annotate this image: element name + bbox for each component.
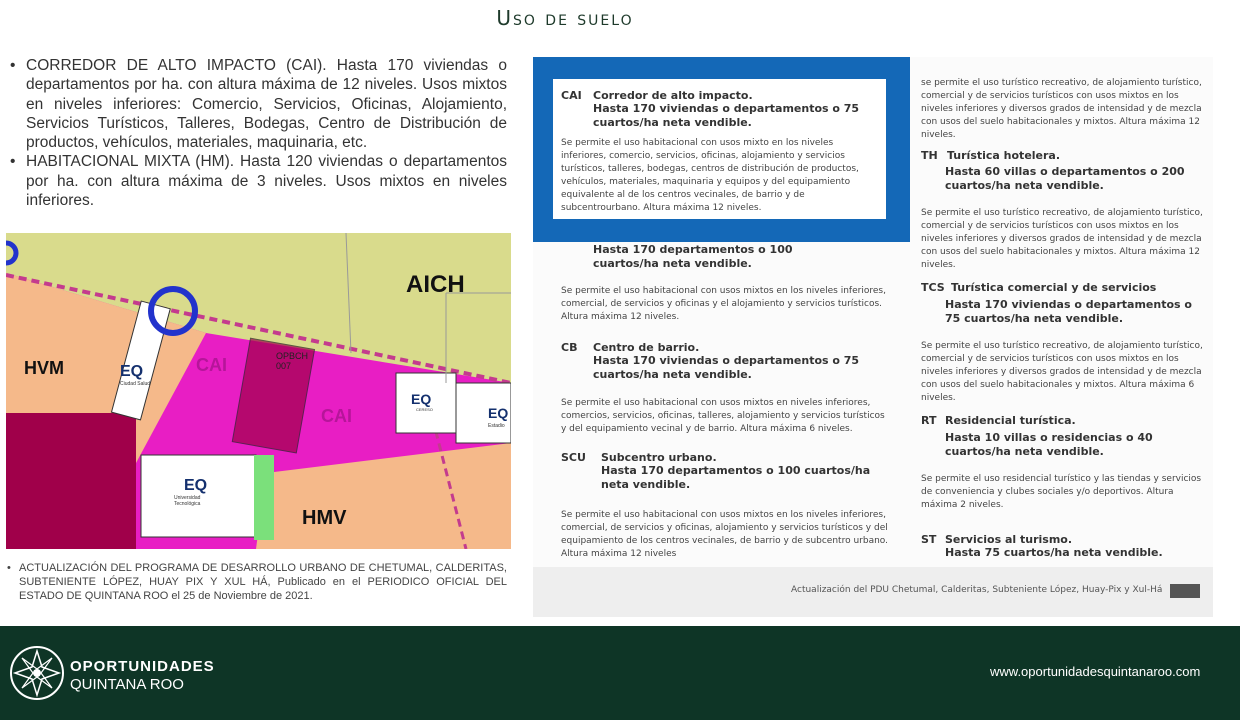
rt-code: RT (921, 414, 937, 427)
left-cont-desc (561, 285, 891, 324)
bullet-cai: • CORREDOR DE ALTO IMPACTO (CAI). Hasta 170 viviendas o departamentos por ha. con altura máxima de 12 niveles. Usos mixtos en niveles inferiores: Comercio, Servicios, Oficinas, Alojamiento, Servicios Turísticos, Talleres, Bodegas, Centro de Distribución de productos, vehículos, materiales, maquinaria, etc. (10, 56, 507, 152)
land-use-map (6, 233, 511, 549)
entry-code: CAI (561, 89, 582, 102)
entry-limit: Hasta 170 viviendas o departamentos o 75 cuartos/ha neta vendible. (593, 354, 860, 381)
cai-entry (553, 79, 886, 219)
highlight-box (533, 57, 910, 242)
entry-name: Servicios al turismo. (945, 533, 1073, 546)
map-label-estadio: Estadio (488, 423, 505, 429)
entry-limit: Hasta 10 villas o residencias o 40 cuartos/ha neta vendible. (945, 431, 1153, 458)
scu-desc (561, 509, 891, 561)
entry-name: Centro de barrio. (593, 341, 700, 354)
entry-limit: Hasta 75 cuartos/ha neta vendible. (945, 546, 1163, 559)
entry-description: Se permite el uso residencial turístico y las tiendas y servicios de conveniencia y clubes sociales y/o deportivos. Altura máxima 2 niveles. (921, 474, 1202, 510)
left-cont-entry (593, 243, 843, 271)
entry-description: Se permite el uso habitacional con usos mixtos en los niveles inferiores, comercial, de servicios y oficinas, alojamiento y servicios turísticos y del equipamiento de los centros vecinales, de barrio y de subcentro urbano. Altura máxima 12 niveles (561, 510, 888, 559)
website-link[interactable]: www.oportunidadesquintanaroo.com (990, 664, 1201, 679)
brand-subtitle: QUINTANA ROO (70, 676, 184, 693)
entry-description: se permite el uso turístico recreativo, de alojamiento turístico, comercial y de servicios turísticos con usos mixtos en los niveles inferiores y diversos grados de intensidad y de mezcla con usos del suelo habitacionales y mixtos. Altura máxima 12 niveles. (921, 78, 1202, 140)
footer-mark (1170, 584, 1200, 598)
map-label-opbch: OPBCH 007 (276, 351, 309, 371)
cb-desc (561, 397, 891, 436)
entry-description: Se permite el uso turístico recreativo, de alojamiento turístico, comercial y de servicios turísticos con usos mixtos en los niveles inferiores y diversos grados de intensidad y de mezcla con usos del suelo habitacionales y mixtos. Altura máxima 12 niveles. (921, 208, 1203, 270)
map-label-cereso: CERESO (416, 407, 433, 412)
st-code: ST (921, 533, 937, 546)
entry-name: Residencial turística. (945, 414, 1076, 427)
map-label-cai-1: CAI (196, 355, 227, 375)
entry-limit: Hasta 170 viviendas o departamentos o 75 cuartos/ha neta vendible. (945, 298, 1192, 325)
map-label-eq-1: EQ (120, 363, 144, 380)
entry-limit: Hasta 170 departamentos o 100 cuartos/ha neta vendible. (601, 464, 871, 491)
rt-limit-wrap (945, 431, 1205, 459)
brand-logo-icon (9, 645, 65, 701)
th-code: TH (921, 149, 938, 162)
tcs-limit-wrap (945, 298, 1205, 326)
entry-description-wrap (561, 137, 881, 215)
rt-desc (921, 473, 1211, 512)
map-label-aich: AICH (406, 271, 465, 298)
map-label-cai-2: CAI (321, 406, 352, 426)
tcs-desc (921, 340, 1211, 405)
entry-name: Turística comercial y de servicios (951, 281, 1157, 294)
entry-limit: Hasta 60 villas o departamentos o 200 cuartos/ha neta vendible. (945, 165, 1185, 192)
map-label-ciudad-salud: Ciudad Salud (120, 381, 151, 387)
map-label-hvm: HVM (24, 358, 64, 378)
entry-name: Subcentro urbano. (601, 451, 717, 464)
st-entry (945, 533, 1205, 560)
document-footnote: Actualización del PDU Chetumal, Calderitas, Subteniente López, Huay-Pix y Xul-Há (791, 585, 1163, 595)
source-citation: • ACTUALIZACIÓN DEL PROGRAMA DE DESARROLLO URBANO DE CHETUMAL, CALDERITAS, SUBTENIENTE LÓPEZ, HUAY PIX Y XUL HÁ, Publicado en el PERIODICO OFICIAL DEL ESTADO DE QUINTANA ROO el 25 de Noviembre de 2021. (5, 561, 507, 603)
tcs-entry (951, 281, 1211, 294)
cb-entry (593, 341, 863, 382)
entry-description: Se permite el uso turístico recreativo, de alojamiento turístico, comercial y de servicios turísticos con usos mixtos en los niveles inferiores y diversos grados de intensidad y de mezcla con usos del suelo habitacionales y mixtos. Altura máxima 6 niveles. (921, 341, 1203, 403)
bullet-list (10, 56, 507, 210)
th-limit-wrap (945, 165, 1205, 193)
scu-entry (601, 451, 871, 492)
entry-name: Corredor de alto impacto. (593, 89, 753, 102)
entry-limit: Hasta 170 departamentos o 100 cuartos/ha neta vendible. (593, 243, 793, 270)
scu-code: SCU (561, 451, 586, 464)
rt-entry (945, 414, 1205, 427)
brand-name: OPORTUNIDADES (70, 658, 215, 675)
map-label-eq-2: EQ (411, 391, 432, 407)
right-top-desc (921, 77, 1211, 142)
entry-limit: Hasta 170 viviendas o departamentos o 75 cuartos/ha neta vendible. (593, 102, 860, 129)
entry-description: Se permite el uso habitacional con usos mixto en los niveles inferiores, comercio, servicios, oficinas, alojamiento y servicios turísticos, talleres, bodegas, centros de distribución de productos, vehículos, materiales, maquinaria y equipos y del equipamiento equivalente al de los centros vecinales, de barrio y de subcentrourbano. Altura máxima 12 niveles. (561, 138, 859, 213)
bullet-hm: • HABITACIONAL MIXTA (HM). Hasta 120 viviendas o departamentos por ha. con altura máxima de 3 niveles. Usos mixtos en niveles inferiores. (10, 152, 507, 210)
map-label-eq-3: EQ (488, 405, 509, 421)
entry-description: Se permite el uso habitacional con usos mixtos en niveles inferiores, comercios, servicios, oficinas, talleres, alojamiento y servicios turísticos y del equipamiento vecinal y de barrio. Altura máxima 6 niveles. (561, 398, 885, 434)
entry-body (593, 89, 878, 130)
map-label-universidad: Universidad Tecnológica (174, 495, 201, 507)
document-image (533, 57, 1213, 617)
page-title: Uso de suelo (496, 6, 634, 30)
tcs-code: TCS (921, 281, 945, 294)
th-desc (921, 207, 1211, 272)
map-label-eq-4: EQ (184, 477, 208, 494)
entry-description: Se permite el uso habitacional con usos mixtos en los niveles inferiores, comercial, de servicios y oficinas y el alojamiento y servicios turísticos. Altura máxima 12 niveles. (561, 286, 886, 322)
map-label-hmv: HMV (302, 507, 347, 529)
th-entry (947, 149, 1207, 162)
cb-code: CB (561, 341, 578, 354)
entry-name: Turística hotelera. (947, 149, 1061, 162)
